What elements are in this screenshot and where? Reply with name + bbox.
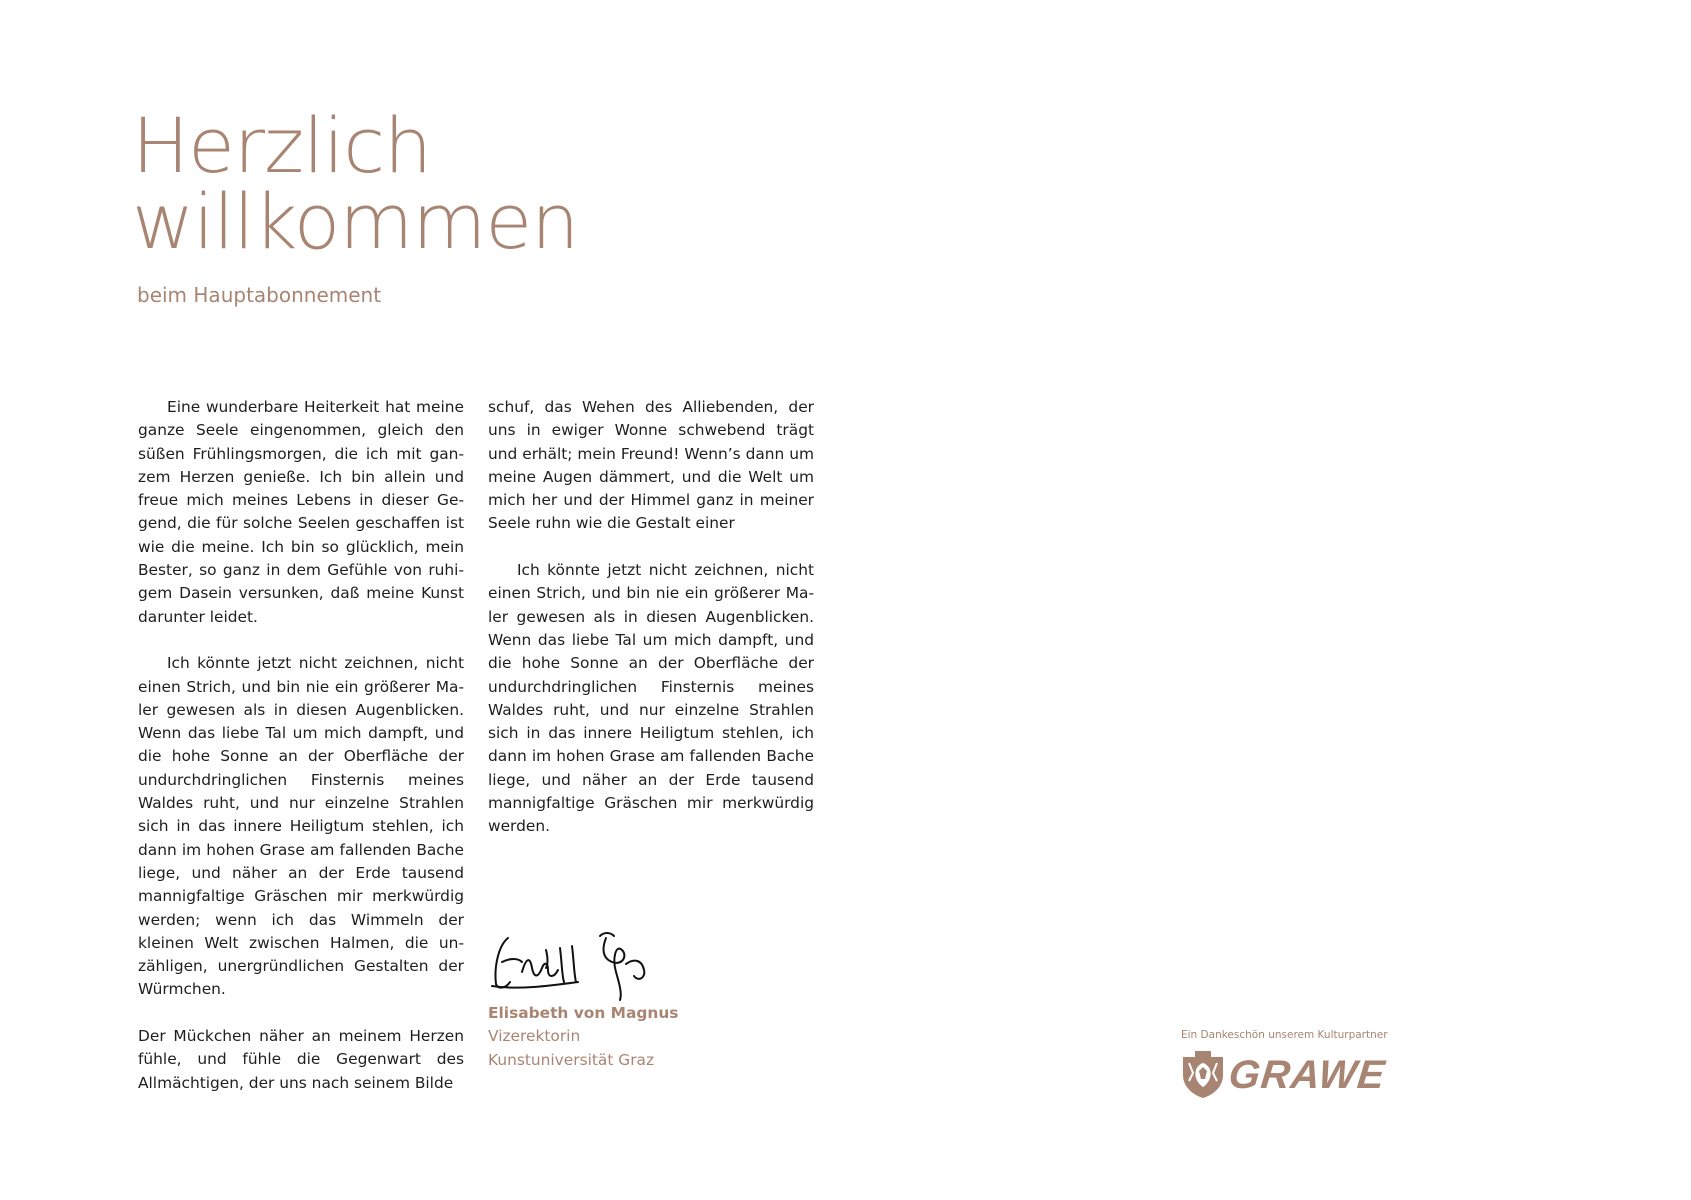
text-column-2	[488, 396, 814, 862]
handwritten-signature	[488, 928, 668, 1004]
logo-wordmark: GRAWE	[1226, 1052, 1388, 1097]
title-line-1: Herzlich	[132, 101, 432, 190]
column1-paragraph-3: Der Mückchen näher an meinem Herzen fühle, und fühle die Gegenwart des Allmächtigen, der uns nach seinem Bilde	[138, 1027, 464, 1092]
text-column-1	[138, 396, 464, 1118]
signatory-role: Vizerektorin	[488, 1027, 581, 1046]
title-line-2: willkommen	[132, 177, 579, 266]
partner-caption: Ein Dankeschön unserem Kulturpartner	[1181, 1029, 1388, 1041]
column1-paragraph-2: Ich könnte jetzt nicht zeichnen, nicht einen Strich, und bin nie ein größerer Maler gewesen als in diesen Augenblicken. Wenn das liebe Tal um mich dampft, und die hohe Sonne an der Oberfläche der undurchdringlichen Finsternis meines Waldes ruht, und nur einzelne Strahlen sich in das innere Heiligtum stehlen, ich dann im hohen Grase am fallenden Bache liege, und näher an der Erde tausend mannigfaltige Gräschen mir merkwürdig werden; wenn ich das Wimmeln der kleinen Welt zwischen Halmen, die unzähligen, unergründlichen Gestalten der Würmchen.	[138, 654, 464, 999]
column2-paragraph-1: schuf, das Wehen des Alliebenden, der uns in ewiger Wonne schwebend trägt und erhält; mein Freund! Wenn’s dann um meine Augen dämmert, und die Welt um mich her und der Himmel ganz in meiner Seele ruhn wie die Gestalt einer	[488, 398, 814, 533]
page-title	[132, 101, 579, 266]
grawe-logo	[1181, 1050, 1388, 1100]
signatory-institution: Kunstuniversität Graz	[488, 1050, 655, 1069]
crest-icon	[1181, 1051, 1225, 1099]
page-subtitle: beim Hauptabonnement	[137, 283, 382, 307]
column2-paragraph-2: Ich könnte jetzt nicht zeichnen, nicht einen Strich, und bin nie ein größerer Maler gewesen als in diesen Augenblicken. Wenn das liebe Tal um mich dampft, und die hohe Sonne an der Oberfläche der undurchdringlichen Finsternis meines Waldes ruht, und nur einzelne Strahlen sich in das innere Heiligtum stehlen, ich dann im hohen Grase am fallenden Bache liege, und näher an der Erde tausend mannigfaltige Gräschen mir merkwürdig werden.	[488, 561, 814, 836]
signatory-block	[488, 1002, 678, 1072]
column1-paragraph-1: Eine wunderbare Heiterkeit hat meine ganze Seele eingenommen, gleich den süßen Frühlingsmorgen, die ich mit ganzem Herzen genieße. Ich bin allein und freue mich meines Lebens in dieser Gegend, die für solche Seelen geschaffen ist wie die meine. Ich bin so glücklich, mein Bester, so ganz in dem Gefühle von ruhigem Dasein versunken, daß meine Kunst darunter leidet.	[138, 398, 464, 626]
signatory-name: Elisabeth von Magnus	[488, 1004, 679, 1022]
